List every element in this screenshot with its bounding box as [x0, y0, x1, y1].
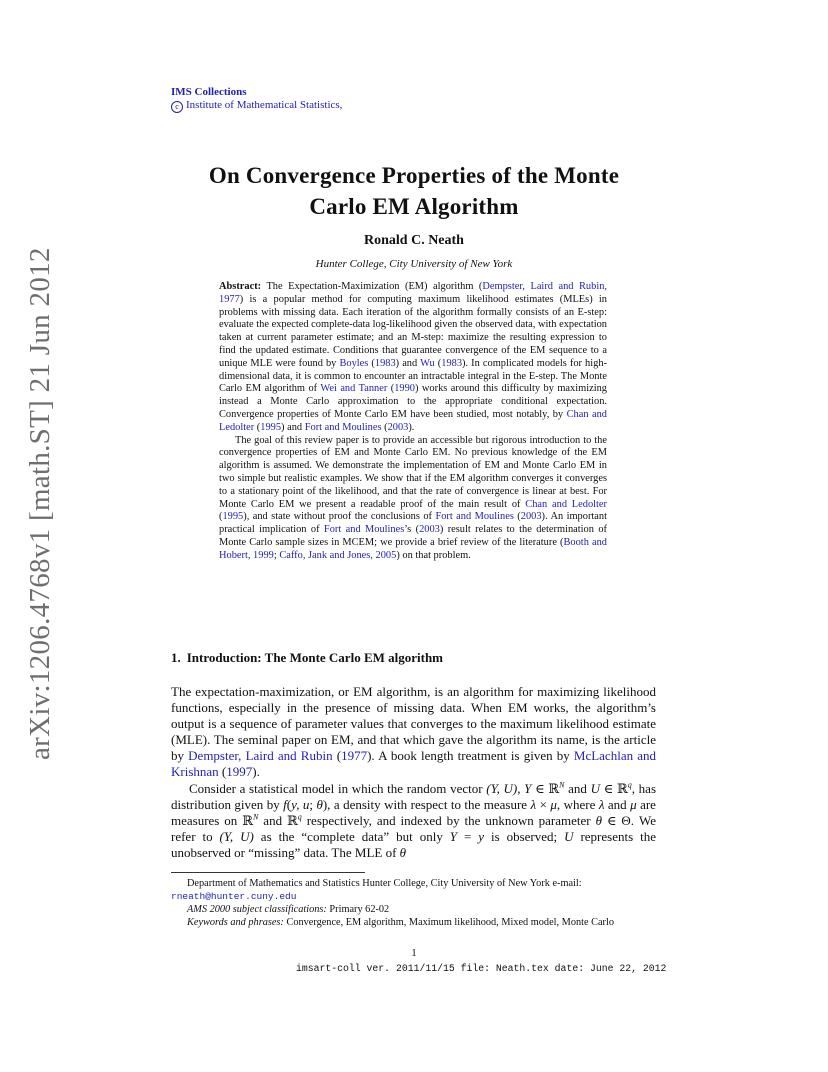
- citation-link[interactable]: Wu: [420, 357, 435, 369]
- section-heading: [171, 650, 443, 666]
- citation-link[interactable]: 1995: [222, 511, 244, 523]
- imsart-footer: imsart-coll ver. 2011/11/15 file: Neath.tex date: June 22, 2012: [296, 963, 667, 974]
- footnote-rule: [171, 872, 365, 873]
- citation-link[interactable]: Fort and Moulines: [435, 511, 514, 523]
- citation-link[interactable]: Chan and Ledolter: [219, 408, 607, 433]
- author-name: Ronald C. Neath: [364, 233, 464, 248]
- keywords-label: Keywords and phrases:: [187, 917, 284, 928]
- citation-link[interactable]: Fort and Moulines: [323, 524, 405, 536]
- abstract: [219, 281, 607, 563]
- citation-link[interactable]: 1995: [260, 421, 282, 433]
- citation-link[interactable]: Boyles: [339, 357, 369, 369]
- collection-name[interactable]: IMS Collections: [171, 86, 247, 98]
- body-paragraph-2: Consider a statistical model in which the random vector (Y, U), Y ∈ ℝ$^N$ and U ∈ ℝ$^q$, has distribution given by f(y, u; θ), a density with respect to the measure λ × μ, where λ and μ are measures on ℝ$^N$ and ℝ$^q$ respectively, and indexed by the unknown parameter θ ∈ Θ. We refer to (Y, U) as the “complete data” but only Y = y is observed; U represents the unobserved or “missing” data. The MLE of θ: [171, 780, 657, 860]
- citation-link[interactable]: Wei and Tanner: [320, 383, 388, 395]
- title-line-1: On Convergence Properties of the Monte: [208, 163, 620, 188]
- copyright-icon: c: [171, 101, 183, 113]
- citation-link[interactable]: 1983: [441, 357, 463, 369]
- abstract-label: Abstract:: [219, 281, 262, 292]
- citation-link[interactable]: Dempster, Laird and Rubin, 1977: [219, 281, 607, 305]
- page-number: 1: [411, 947, 417, 959]
- abstract-p1-text: The Expectation-Maximization (EM) algorithm (Dempster, Laird and Rubin, 1977) is a popular method for computing maximum likelihood estimates (MLEs) in problems with missing data. Each iteration of the algorithm formally consists of an E-step: evaluate the expected complete-data log-likelihood given the observed data, with expectation taken at current parameter estimate; and an M-step: maximize the resulting expression to find the updated estimate. Conditions that guarantee convergence of the EM sequence to a unique MLE were found by Boyles (1983) and Wu (1983). In complicated models for high-dimensional data, it is common to encounter an intractable integral in the E-step. The Monte Carlo EM algorithm of Wei and Tanner (1990) works around this difficulty by maximizing instead a Monte Carlo approximation to the appropriate conditional expectation. Convergence properties of Monte Carlo EM have been studied, most notably, by Chan and Ledolter (1995) and Fort and Moulines (2003).: [219, 281, 607, 433]
- citation-link[interactable]: McLachlan and Krishnan: [171, 748, 656, 780]
- citation-link[interactable]: 2003: [387, 421, 409, 433]
- footnote-keywords: [171, 916, 656, 929]
- citation-link[interactable]: Caffo, Jank and Jones, 2005: [279, 549, 397, 561]
- section-title: Introduction: The Monte Carlo EM algorithm: [186, 650, 444, 665]
- abstract-paragraph-1: [219, 281, 607, 435]
- citation-link[interactable]: 1983: [374, 357, 396, 369]
- section-body: [171, 684, 656, 861]
- footnotes: [171, 877, 656, 929]
- paper-title: [150, 160, 678, 222]
- citation-link[interactable]: Fort and Moulines: [304, 421, 382, 433]
- citation-link[interactable]: Booth and Hobert, 1999: [219, 536, 607, 561]
- author-email-link[interactable]: rneath@hunter.cuny.edu: [171, 891, 297, 902]
- footnote-ams: [171, 903, 656, 916]
- citation-link[interactable]: 1990: [394, 383, 415, 395]
- citation-link[interactable]: Chan and Ledolter: [525, 498, 607, 510]
- citation-link[interactable]: 1977: [341, 748, 368, 764]
- keywords-value: Convergence, EM algorithm, Maximum likelihood, Mixed model, Monte Carlo: [283, 917, 614, 928]
- title-line-2: Carlo EM Algorithm: [309, 194, 519, 219]
- ams-label: AMS 2000 subject classifications:: [187, 904, 327, 915]
- citation-link[interactable]: 1997: [226, 764, 253, 780]
- ims-header: [171, 86, 342, 113]
- abstract-paragraph-2: The goal of this review paper is to provide an accessible but rigorous introduction to the convergence properties of EM and Monte Carlo EM. No previous knowledge of the EM algorithm is assumed. We demonstrate the implementation of EM and Monte Carlo EM in two simple but realistic examples. We show that if the EM algorithm converges it converges to a stationary point of the likelihood, and that the rate of convergence is linear at best. For Monte Carlo EM we present a readable proof of the main result of Chan and Ledolter (1995), and state without proof the conclusions of Fort and Moulines (2003). An important practical implication of Fort and Moulines’s (2003) result relates to the determination of Monte Carlo sample sizes in MCEM; we provide a brief review of the literature (Booth and Hobert, 1999; Caffo, Jank and Jones, 2005) on that problem.: [219, 434, 607, 561]
- citation-link[interactable]: 2003: [520, 511, 542, 523]
- ams-value: Primary 62-02: [326, 904, 390, 915]
- citation-link[interactable]: 2003: [419, 524, 440, 536]
- section-number: 1.: [171, 650, 181, 665]
- footnote-affiliation: Department of Mathematics and Statistics Hunter College, City University of New York e-mail:: [187, 878, 582, 889]
- institute-name[interactable]: Institute of Mathematical Statistics,: [186, 99, 343, 111]
- arxiv-identifier: arXiv:1206.4768v1 [math.ST] 21 Jun 2012: [24, 247, 56, 760]
- body-paragraph-1: The expectation-maximization, or EM algorithm, is an algorithm for maximizing likelihood functions, especially in the presence of missing data. When EM works, the algorithm’s output is a sequence of parameter values that converges to the maximum likelihood estimate (MLE). The seminal paper on EM, and that which gave the algorithm its name, is the article by Dempster, Laird and Rubin (1977). A book length treatment is given by McLachlan and Krishnan (1997).: [171, 684, 656, 780]
- citation-link[interactable]: Dempster, Laird and Rubin: [188, 748, 333, 764]
- author-affiliation: Hunter College, City University of New York: [315, 258, 513, 270]
